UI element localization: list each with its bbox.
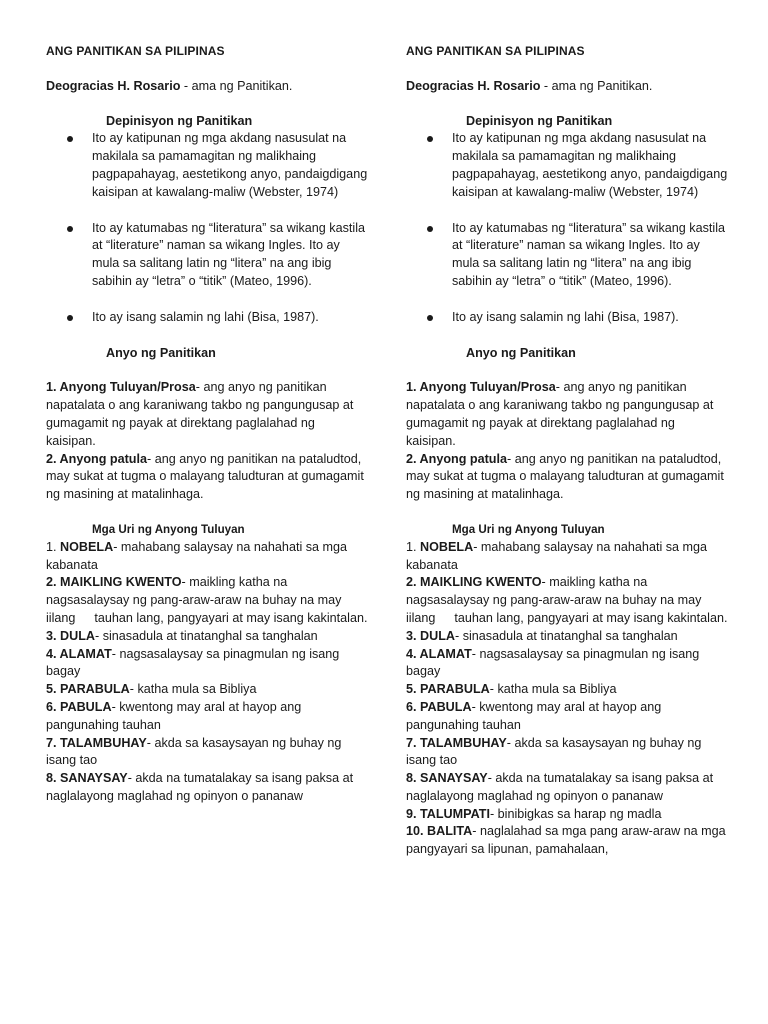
uri-heading: Mga Uri ng Anyong Tuluyan — [92, 522, 245, 536]
definition-text: Ito ay isang salamin ng lahi (Bisa, 1987). — [452, 309, 679, 324]
anyo-desc: - ang anyo ng panitikan na pataludtod, may sukat at tugma o malayang taludturan at gumagamit ng masining at matalinhaga. — [406, 451, 724, 502]
anyo-desc: - ang anyo ng panitikan na pataludtod, may sukat at tugma o malayang taludturan at gumagamit ng masining at matalinhaga. — [46, 451, 364, 502]
uri-heading: Mga Uri ng Anyong Tuluyan — [452, 522, 605, 536]
uri-desc: - binibigkas sa harap ng madla — [489, 806, 662, 821]
uri-desc: - maikling katha na nagsasalaysay ng pang-araw-araw na buhay na may iilang — [46, 575, 342, 625]
uri-item — [406, 735, 728, 771]
uri-term: PABULA — [420, 699, 472, 714]
anyo-item — [46, 379, 368, 450]
bullet-icon — [427, 315, 433, 321]
uri-term: ALAMAT — [419, 646, 472, 661]
uri-desc: - mahabang salaysay na nahahati sa mga kabanata — [46, 539, 348, 572]
uri-term: DULA — [60, 628, 95, 643]
right-column — [406, 43, 728, 859]
uri-item — [46, 646, 368, 682]
bullet-icon — [67, 136, 73, 142]
definition-text: Ito ay katumabas ng “literatura” sa wikang kastila at “literature” naman sa wikang Ingles. Ito ay mula sa salitang latin ng “litera” na ang ibig sabihin ay “letra” o “titik” (Mateo, 1996). — [92, 220, 365, 288]
definition-heading: Depinisyon ng Panitikan — [106, 113, 253, 128]
definition-text: Ito ay katipunan ng mga akdang nasusulat na makilala sa pamamagitan ng malikhaing pagpapahayag, aestetikong anyo, pandaigdigang kaisipan at kawalang-maliw (Webster, 1974) — [452, 131, 728, 199]
father-name: Deogracias H. Rosario — [406, 78, 541, 93]
uri-term: TALAMBUHAY — [60, 735, 147, 750]
uri-term: PARABULA — [60, 682, 130, 697]
uri-desc: - katha mula sa Bibliya — [489, 682, 617, 697]
document-title: ANG PANITIKAN SA PILIPINAS — [46, 44, 225, 58]
anyo-term: 2. Anyong patula — [46, 451, 147, 466]
uri-num: 5. — [46, 682, 61, 697]
uri-item — [46, 770, 368, 806]
uri-num: 6. — [46, 699, 61, 714]
uri-item — [46, 699, 368, 735]
definition-item — [406, 130, 728, 201]
uri-desc: - akda sa kasaysayan ng buhay ng isang tao — [406, 735, 702, 768]
definition-text: Ito ay isang salamin ng lahi (Bisa, 1987). — [92, 309, 319, 324]
uri-item — [46, 574, 368, 627]
uri-item — [406, 628, 728, 646]
uri-desc: - akda na tumatalakay sa isang paksa at naglalayong maglahad ng opinyon o pananaw — [46, 771, 354, 803]
bullet-icon — [427, 136, 433, 142]
bullet-icon — [427, 226, 433, 232]
definition-text: Ito ay katipunan ng mga akdang nasusulat na makilala sa pamamagitan ng malikhaing pagpapahayag, aestetikong anyo, pandaigdigang kaisipan at kawalang-maliw (Webster, 1974) — [92, 131, 368, 199]
uri-desc: - katha mula sa Bibliya — [129, 682, 257, 697]
uri-num: 3. — [406, 628, 421, 643]
uri-desc: - naglalahad sa mga pang araw-araw na mga pangyayari sa lipunan, pamahalaan, — [406, 824, 726, 857]
uri-desc: - mahabang salaysay na nahahati sa mga kabanata — [406, 539, 708, 572]
uri-desc: - kwentong may aral at hayop ang pangunahing tauhan — [406, 699, 662, 732]
uri-num: 8. — [46, 771, 61, 786]
anyo-term: 1. Anyong Tuluyan/Prosa — [46, 380, 196, 395]
uri-num: 4. — [406, 646, 420, 661]
uri-item — [46, 681, 368, 699]
uri-num: 2. — [406, 575, 421, 590]
definition-text: Ito ay katumabas ng “literatura” sa wikang kastila at “literature” naman sa wikang Ingles. Ito ay mula sa salitang latin ng “litera” na ang ibig sabihin ay “letra” o “titik” (Mateo, 1996). — [452, 220, 725, 288]
left-column — [46, 43, 368, 806]
father-role: ama ng Panitikan. — [551, 78, 653, 93]
uri-term: PABULA — [60, 699, 112, 714]
uri-desc: - nagsasalaysay sa pinagmulan ng isang bagay — [406, 646, 700, 679]
uri-desc-continued: tauhan lang, pangyayari at may isang kakintalan. — [454, 610, 728, 625]
uri-item — [46, 539, 368, 575]
definition-list — [46, 130, 368, 326]
uri-num: 3. — [46, 628, 61, 643]
uri-num: 7. — [406, 735, 421, 750]
uri-term: MAIKLING KWENTO — [420, 575, 542, 590]
uri-term: DULA — [420, 628, 455, 643]
uri-item — [406, 681, 728, 699]
anyo-item — [406, 451, 728, 504]
uri-item — [406, 574, 728, 627]
definition-item — [406, 309, 728, 327]
document-title: ANG PANITIKAN SA PILIPINAS — [406, 44, 585, 58]
anyo-desc: - ang anyo ng panitikan napatalata o ang karaniwang takbo ng pangungusap at gumagamit ng payak at direktang paglalahad ng kaisipan. — [406, 380, 714, 448]
uri-item — [406, 770, 728, 806]
anyo-term: 1. Anyong Tuluyan/Prosa — [406, 380, 556, 395]
definition-heading: Depinisyon ng Panitikan — [466, 113, 613, 128]
uri-term: PARABULA — [420, 682, 490, 697]
uri-item — [406, 806, 728, 824]
anyo-item — [46, 451, 368, 504]
father-separator: - — [180, 78, 192, 93]
bullet-icon — [67, 315, 73, 321]
uri-item — [406, 823, 728, 859]
uri-term: MAIKLING KWENTO — [60, 575, 182, 590]
anyo-desc: - ang anyo ng panitikan napatalata o ang karaniwang takbo ng pangungusap at gumagamit ng payak at direktang paglalahad ng kaisipan. — [46, 380, 354, 448]
father-name: Deogracias H. Rosario — [46, 78, 181, 93]
uri-item — [406, 699, 728, 735]
uri-desc: - akda na tumatalakay sa isang paksa at naglalayong maglahad ng opinyon o pananaw — [406, 771, 714, 803]
uri-num: 7. — [46, 735, 61, 750]
father-separator: - — [540, 78, 552, 93]
father-role: ama ng Panitikan. — [191, 78, 293, 93]
anyo-heading: Anyo ng Panitikan — [106, 345, 216, 360]
uri-desc-continued: tauhan lang, pangyayari at may isang kakintalan. — [94, 610, 368, 625]
father-line — [406, 78, 728, 96]
anyo-term: 2. Anyong patula — [406, 451, 507, 466]
uri-item — [406, 539, 728, 575]
uri-term: 9. TALUMPATI — [406, 806, 490, 821]
uri-desc: - maikling katha na nagsasalaysay ng pang-araw-araw na buhay na may iilang — [406, 575, 702, 625]
uri-term: TALAMBUHAY — [420, 735, 507, 750]
uri-num: 1. — [46, 539, 61, 554]
anyo-item — [406, 379, 728, 450]
uri-num: 5. — [406, 682, 421, 697]
father-line — [46, 78, 368, 96]
definition-item — [46, 309, 368, 327]
uri-num: 4. — [46, 646, 60, 661]
definition-item — [406, 220, 728, 291]
uri-desc: - sinasadula at tinatanghal sa tanghalan — [455, 628, 678, 643]
uri-desc: - nagsasalaysay sa pinagmulan ng isang bagay — [46, 646, 340, 679]
uri-desc: - kwentong may aral at hayop ang pangunahing tauhan — [46, 699, 302, 732]
uri-num: 6. — [406, 699, 421, 714]
uri-desc: - akda sa kasaysayan ng buhay ng isang tao — [46, 735, 342, 768]
uri-item — [46, 628, 368, 646]
uri-item — [406, 646, 728, 682]
definition-item — [46, 130, 368, 201]
bullet-icon — [67, 226, 73, 232]
uri-term: SANAYSAY — [420, 771, 488, 786]
uri-term: SANAYSAY — [60, 771, 128, 786]
uri-num: 2. — [46, 575, 61, 590]
uri-desc: - sinasadula at tinatanghal sa tanghalan — [95, 628, 318, 643]
uri-num: 8. — [406, 771, 421, 786]
uri-term: NOBELA — [60, 539, 114, 554]
uri-item — [46, 735, 368, 771]
definition-list — [406, 130, 728, 326]
uri-num: 1. — [406, 539, 421, 554]
uri-term: ALAMAT — [59, 646, 112, 661]
anyo-heading: Anyo ng Panitikan — [466, 345, 576, 360]
uri-term: 10. BALITA — [406, 824, 473, 839]
definition-item — [46, 220, 368, 291]
uri-term: NOBELA — [420, 539, 474, 554]
